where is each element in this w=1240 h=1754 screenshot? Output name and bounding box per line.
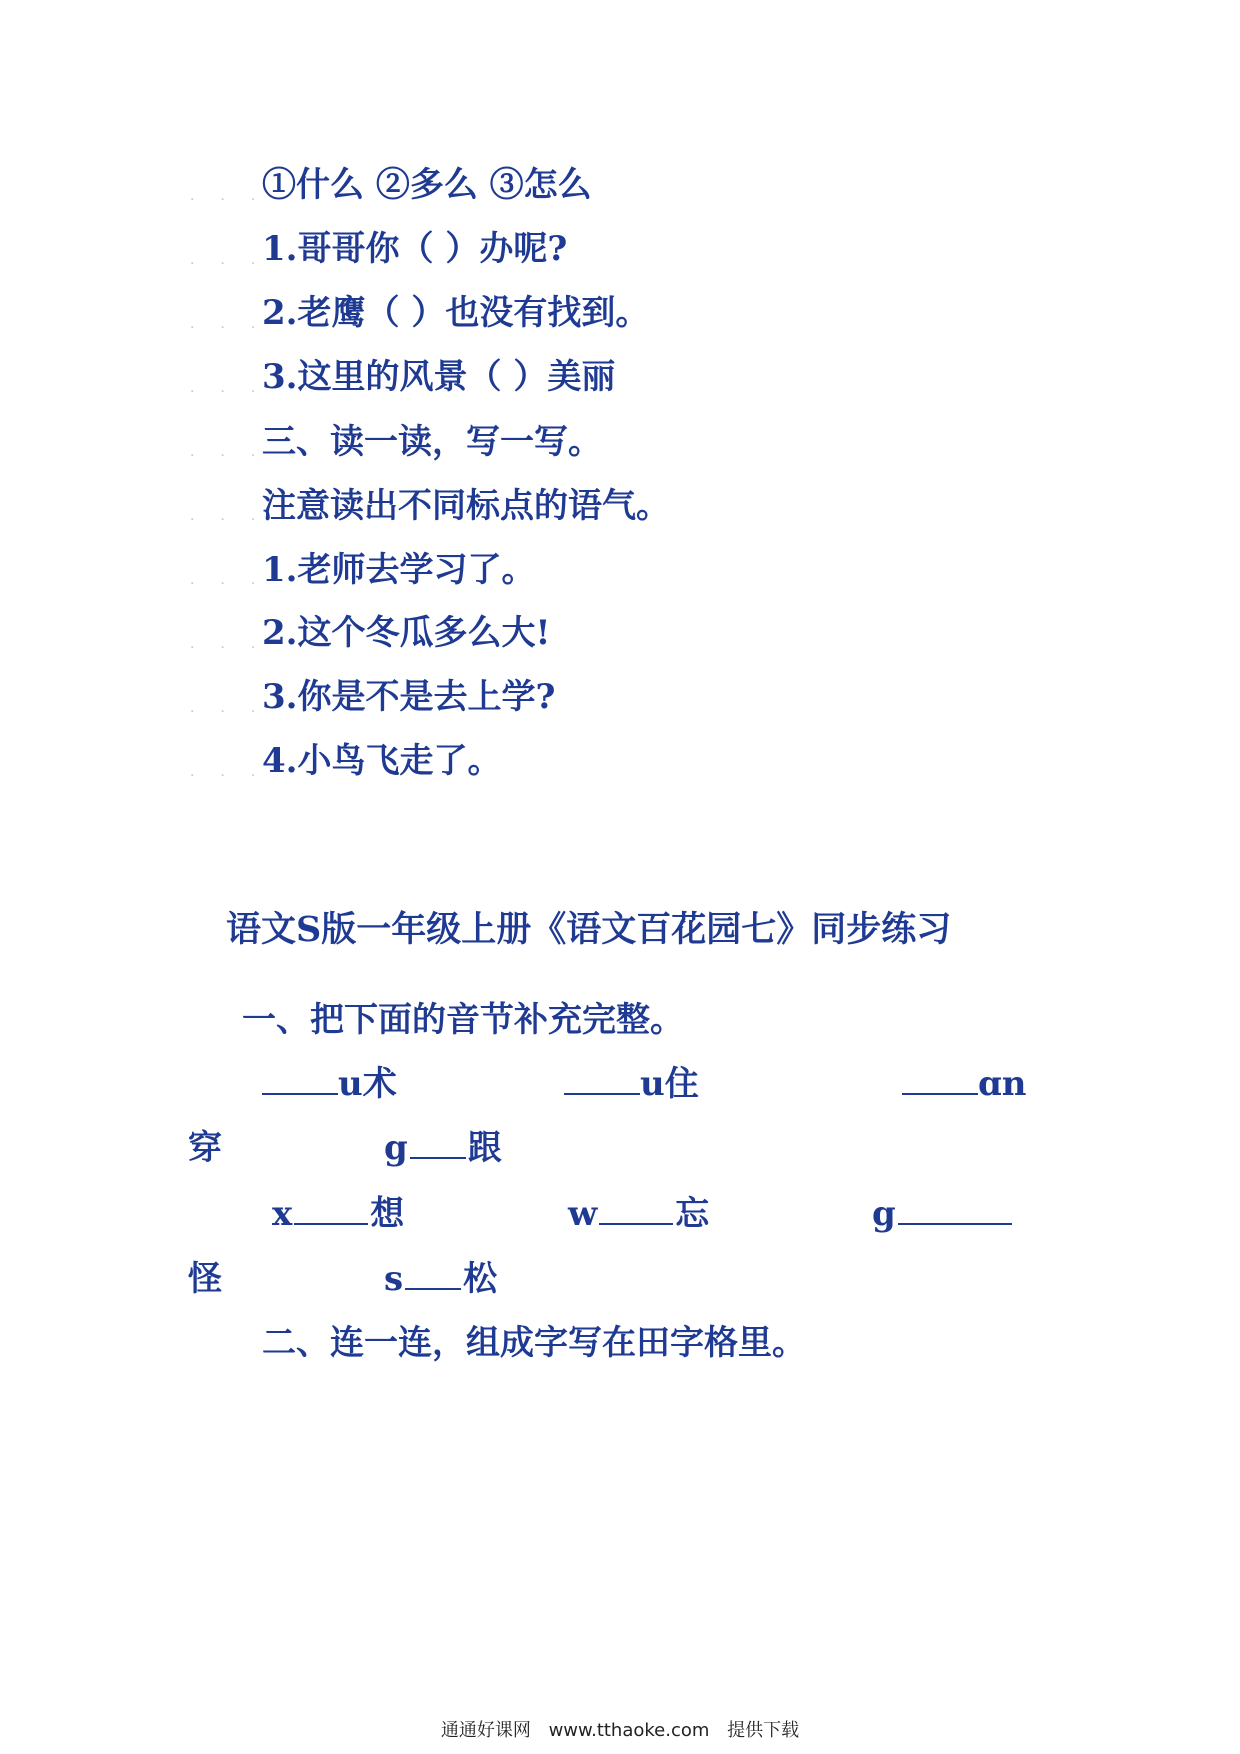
fill-question: 2.老鹰（ ）也没有找到。 (262, 293, 650, 333)
answer-blank[interactable] (262, 1065, 338, 1095)
syllable-suffix: 忘 (675, 1194, 710, 1234)
syllable-suffix: u术 (338, 1064, 397, 1104)
answer-blank[interactable] (410, 1129, 466, 1159)
margin-dots: ··· (190, 384, 282, 400)
margin-dots: ··· (190, 192, 282, 208)
syllable-item (872, 1194, 1014, 1234)
q2-heading: 二、连一连，组成字写在田字格里。 (262, 1323, 806, 1363)
margin-dots: ··· (190, 576, 282, 592)
reading-sentence: 2.这个冬瓜多么大! (262, 613, 551, 653)
margin-dots: ··· (190, 640, 282, 656)
footer-note: 提供下载 (727, 1720, 800, 1741)
section3-instruction: 注意读出不同标点的语气。 (262, 486, 670, 526)
syllable-item (568, 1194, 709, 1234)
worksheet-title: 语文S版一年级上册《语文百花园七》同步练习 (226, 909, 952, 950)
margin-dots: ··· (190, 320, 282, 336)
section3-heading: 三、读一读，写一写。 (262, 422, 602, 462)
syllable-prefix: x (272, 1194, 293, 1234)
answer-blank[interactable] (564, 1065, 640, 1095)
syllable-prefix: g (872, 1194, 896, 1234)
syllable-item (384, 1128, 502, 1168)
syllable-item (902, 1064, 1027, 1104)
options-line: ①什么 ②多么 ③怎么 (262, 165, 592, 205)
syllable-item (272, 1194, 404, 1234)
page-footer (0, 1716, 1240, 1742)
answer-blank[interactable] (294, 1195, 368, 1225)
margin-dots: ··· (190, 768, 282, 784)
syllable-item (564, 1064, 699, 1104)
q1-heading: 一、把下面的音节补充完整。 (242, 1000, 684, 1040)
syllable-suffix: 跟 (467, 1128, 502, 1168)
reading-sentence: 1.老师去学习了。 (262, 550, 536, 590)
reading-sentence: 3.你是不是去上学? (262, 677, 556, 717)
syllable-suffix: u住 (640, 1064, 699, 1104)
syllable-suffix: 想 (370, 1194, 405, 1234)
margin-dots: ··· (190, 448, 282, 464)
fill-question: 3.这里的风景（ ）美丽 (262, 357, 616, 397)
answer-blank[interactable] (898, 1195, 1012, 1225)
answer-blank[interactable] (902, 1065, 978, 1095)
wrapped-character: 怪 (188, 1259, 222, 1299)
syllable-prefix: s (384, 1259, 404, 1299)
answer-blank[interactable] (599, 1195, 673, 1225)
syllable-item (262, 1064, 397, 1104)
syllable-prefix: w (568, 1194, 598, 1234)
margin-dots: ··· (190, 256, 282, 272)
margin-dots: ··· (190, 704, 282, 720)
answer-blank[interactable] (405, 1260, 461, 1290)
syllable-item (384, 1259, 497, 1299)
footer-url[interactable]: www.tthaoke.com (548, 1720, 710, 1741)
fill-question: 1.哥哥你（ ）办呢? (262, 229, 568, 269)
syllable-suffix: ɑn (978, 1064, 1027, 1104)
margin-dots: ··· (190, 512, 282, 528)
syllable-prefix: g (384, 1128, 408, 1168)
syllable-suffix: 松 (463, 1259, 498, 1299)
reading-sentence: 4.小鸟飞走了。 (262, 741, 502, 781)
wrapped-character: 穿 (188, 1128, 222, 1168)
footer-site-name: 通通好课网 (440, 1720, 531, 1741)
